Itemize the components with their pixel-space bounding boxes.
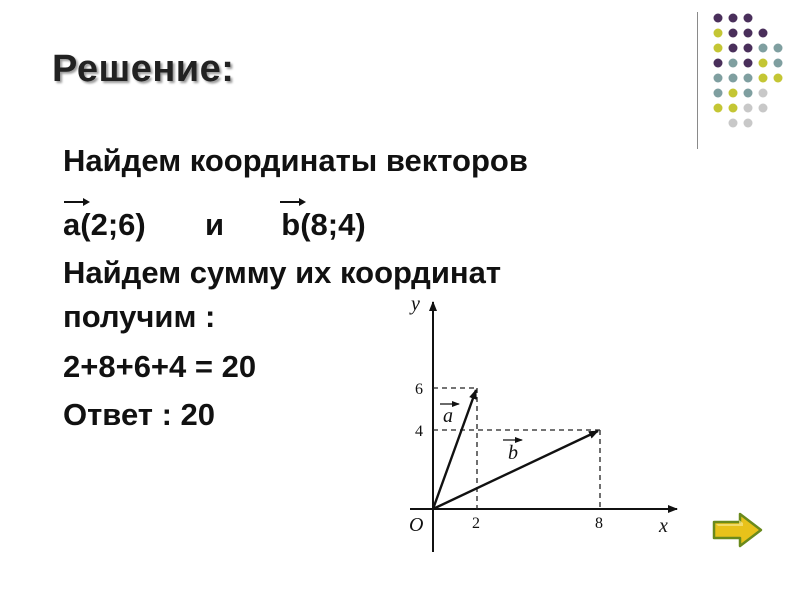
- text-line-sum: 2+8+6+4 = 20: [63, 349, 257, 384]
- text-line-find-coordinates: Найдем координаты векторов: [63, 143, 528, 178]
- decor-divider-line: [697, 12, 698, 149]
- slide-title: [52, 48, 234, 91]
- vector-b: [281, 207, 300, 243]
- text-line-get: получим :: [63, 299, 216, 334]
- vector-a-label: a: [443, 405, 453, 427]
- y-tick-4: 4: [415, 423, 423, 440]
- vector-a: [63, 207, 80, 243]
- vectors-line: [63, 207, 366, 243]
- dot-grid-decoration: [708, 10, 788, 130]
- conjunction-text: и: [204, 207, 225, 242]
- slide-title-text: Решение: [52, 48, 222, 90]
- vector-b-label: b: [508, 442, 518, 464]
- vector-a-coords: (2;6): [80, 207, 146, 242]
- x-tick-2: 2: [472, 515, 480, 532]
- vector-b-coords: (8;4): [300, 207, 366, 242]
- arrow-right-icon: [714, 514, 761, 546]
- origin-label: O: [409, 514, 424, 536]
- slide-title-colon: :: [221, 48, 235, 90]
- vector-diagram: [395, 290, 695, 560]
- x-axis-label: x: [659, 515, 668, 537]
- vector-a-letter: a: [63, 207, 81, 242]
- vector-arrow-icon: [63, 195, 91, 207]
- x-tick-8: 8: [595, 515, 603, 532]
- y-axis-label: y: [411, 293, 420, 315]
- vector-arrow-icon: [279, 195, 307, 207]
- y-tick-6: 6: [415, 381, 423, 398]
- next-slide-button[interactable]: [712, 512, 764, 548]
- text-line-answer: Ответ : 20: [63, 397, 215, 432]
- vector-b-letter: b: [281, 207, 301, 242]
- text-line-find-sum: Найдем сумму их координат: [63, 255, 502, 290]
